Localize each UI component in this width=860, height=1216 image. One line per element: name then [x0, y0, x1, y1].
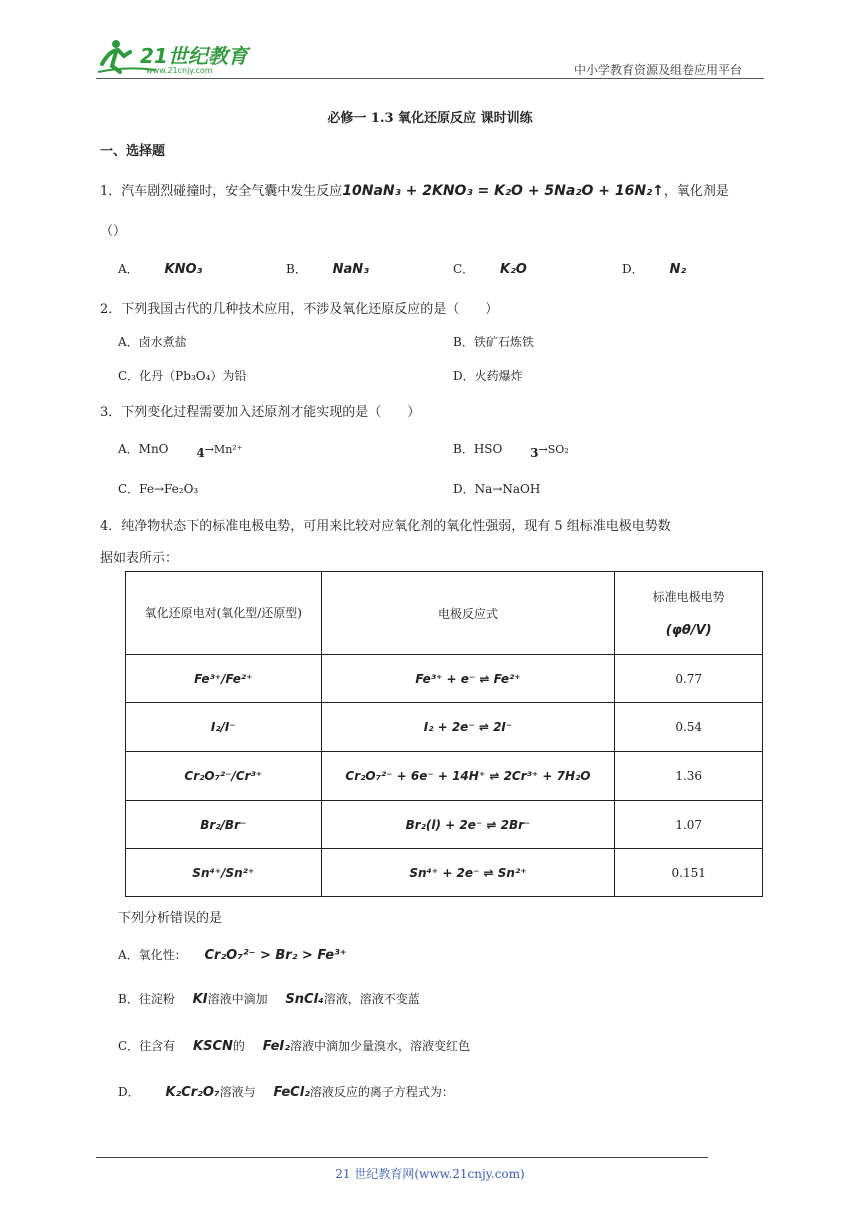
potential-table: [125, 571, 763, 897]
option-value: KNO₃: [164, 262, 203, 277]
q4-d-text1: 溶液与: [219, 1085, 256, 1099]
q4-c-text1: 的: [232, 1039, 245, 1053]
table-header-row: [126, 572, 763, 655]
option-value: N₂: [669, 262, 687, 277]
q4-stem-line1: 4．纯净物状态下的标准电极电势，可用来比较对应氧化剂的氧化性强弱，现有 5 组标准电极电势数: [100, 519, 671, 534]
cell-couple: Br₂/Br⁻: [126, 801, 322, 849]
header-reaction: [321, 572, 615, 655]
table-row: [126, 752, 763, 801]
q4-d-math1: K₂Cr₂O₇: [165, 1085, 220, 1100]
q4-c-text2: 溶液中滴加少量溴水，溶液变红色: [289, 1039, 470, 1053]
q2-option-c[interactable]: C．化丹（Pb₃O₄）为铅: [118, 369, 247, 383]
q4-b-text2: 溶液，溶液不变蓝: [323, 992, 420, 1006]
q4-d-text2: 溶液反应的离子方程式为：: [309, 1085, 454, 1099]
cell-potential: 0.77: [615, 655, 763, 703]
q4-c-label: C．往含有: [118, 1039, 176, 1053]
option-value: K₂O: [500, 262, 527, 277]
cell-couple: I₂/I⁻: [126, 703, 322, 752]
cell-reaction: Br₂(l) + 2e⁻ ⇌ 2Br⁻: [321, 801, 615, 849]
option-value: NaN₃: [332, 262, 369, 277]
option-letter: B．: [286, 262, 307, 276]
q1-option-a[interactable]: [118, 260, 202, 277]
q4-prompt: 下列分析错误的是: [118, 911, 223, 926]
table-row: [126, 849, 763, 897]
q3-stem: 3．下列变化过程需要加入还原剂才能实现的是（ ）: [100, 405, 421, 420]
q1-prefix: 1．汽车剧烈碰撞时，安全气囊中发生反应: [100, 184, 343, 199]
cell-couple: Fe³⁺/Fe²⁺: [126, 655, 322, 703]
q3-a-sub: 4: [196, 446, 205, 460]
cell-reaction: Sn⁴⁺ + 2e⁻ ⇌ Sn²⁺: [321, 849, 615, 897]
q2-option-d[interactable]: D．火药爆炸: [453, 369, 523, 383]
q4-b-label: B．往淀粉: [118, 992, 175, 1006]
table-row: [126, 703, 763, 752]
header-potential: [615, 572, 763, 655]
cell-couple: Cr₂O₇²⁻/Cr³⁺: [126, 752, 322, 801]
option-letter: C．: [453, 262, 475, 276]
q1-suffix: ，氧化剂是: [663, 184, 729, 199]
q4-b-math2: SnCl₄: [285, 992, 324, 1007]
cell-reaction: Cr₂O₇²⁻ + 6e⁻ + 14H⁺ ⇌ 2Cr³⁺ + 7H₂O: [321, 752, 615, 801]
header-divider: [96, 78, 764, 79]
q4-option-a[interactable]: [118, 946, 347, 963]
option-letter: A．: [118, 262, 139, 276]
q4-d-math2: FeCl₂: [273, 1085, 310, 1100]
cell-potential: 1.07: [615, 801, 763, 849]
q3-option-b[interactable]: [453, 440, 569, 460]
section-title: 一、选择题: [100, 144, 166, 159]
q3-option-c[interactable]: C．Fe→Fe₂O₃: [118, 482, 199, 496]
q4-option-c[interactable]: [118, 1037, 470, 1054]
q3-option-d[interactable]: D．Na→NaOH: [453, 482, 541, 496]
cell-potential: 0.151: [615, 849, 763, 897]
q1-option-c[interactable]: [453, 260, 527, 277]
q1-option-b[interactable]: [286, 260, 369, 277]
q4-a-label: A．氧化性：: [118, 948, 187, 962]
q3-b-left: B．HSO: [453, 442, 503, 456]
header-couple: [126, 572, 322, 655]
site-logo: [96, 36, 266, 80]
q4-b-text1: 溶液中滴加: [207, 992, 268, 1006]
logo-text: 21世纪教育: [140, 44, 248, 68]
cell-couple: Sn⁴⁺/Sn²⁺: [126, 849, 322, 897]
q4-c-math2: FeI₂: [262, 1039, 290, 1054]
footer-divider: [96, 1157, 708, 1158]
cell-potential: 0.54: [615, 703, 763, 752]
q4-stem-line2: 据如表所示：: [100, 551, 179, 566]
header-unit: (φθ/V): [665, 623, 712, 638]
q3-a-right: →Mn²⁺: [204, 443, 243, 456]
q1-paren: （）: [100, 224, 127, 239]
q4-option-b[interactable]: [118, 990, 420, 1007]
q4-a-math: Cr₂O₇²⁻ > Br₂ > Fe³⁺: [204, 948, 347, 963]
table-row: [126, 801, 763, 849]
q4-b-math1: KI: [192, 992, 208, 1007]
q4-c-math1: KSCN: [193, 1039, 233, 1054]
q2-stem: 2．下列我国古代的几种技术应用，不涉及氧化还原反应的是（ ）: [100, 302, 499, 317]
cell-reaction: I₂ + 2e⁻ ⇌ 2I⁻: [321, 703, 615, 752]
footer-link[interactable]: 21 世纪教育网(www.21cnjy.com): [335, 1167, 525, 1181]
q3-b-right: →SO₂: [538, 443, 569, 456]
logo-url: www.21cnjy.com: [146, 66, 213, 75]
q4-option-d[interactable]: [118, 1083, 454, 1100]
q4-d-label: D．: [118, 1085, 140, 1099]
q1-option-d[interactable]: [622, 260, 686, 277]
q3-b-sub: 3: [530, 446, 539, 460]
q2-option-b[interactable]: B．铁矿石炼铁: [453, 335, 534, 349]
header-text: 标准电极电势: [652, 590, 725, 604]
page-title: 必修一 1.3 氧化还原反应 课时训练: [327, 111, 533, 126]
q3-option-a[interactable]: [118, 440, 243, 460]
q1-equation: 10NaN₃ + 2KNO₃ = K₂O + 5Na₂O + 16N₂↑: [342, 183, 664, 199]
header-text: 氧化还原电对(氧化型/还原型): [144, 606, 302, 620]
cell-reaction: Fe³⁺ + e⁻ ⇌ Fe²⁺: [321, 655, 615, 703]
table-row: [126, 655, 763, 703]
q2-option-a[interactable]: A．卤水煮盐: [118, 335, 187, 349]
platform-text: 中小学教育资源及组卷应用平台: [574, 63, 743, 77]
header-text: 电极反应式: [437, 606, 498, 621]
q3-a-left: A．MnO: [118, 442, 169, 456]
option-letter: D．: [622, 262, 644, 276]
q1-stem: [100, 180, 729, 199]
cell-potential: 1.36: [615, 752, 763, 801]
